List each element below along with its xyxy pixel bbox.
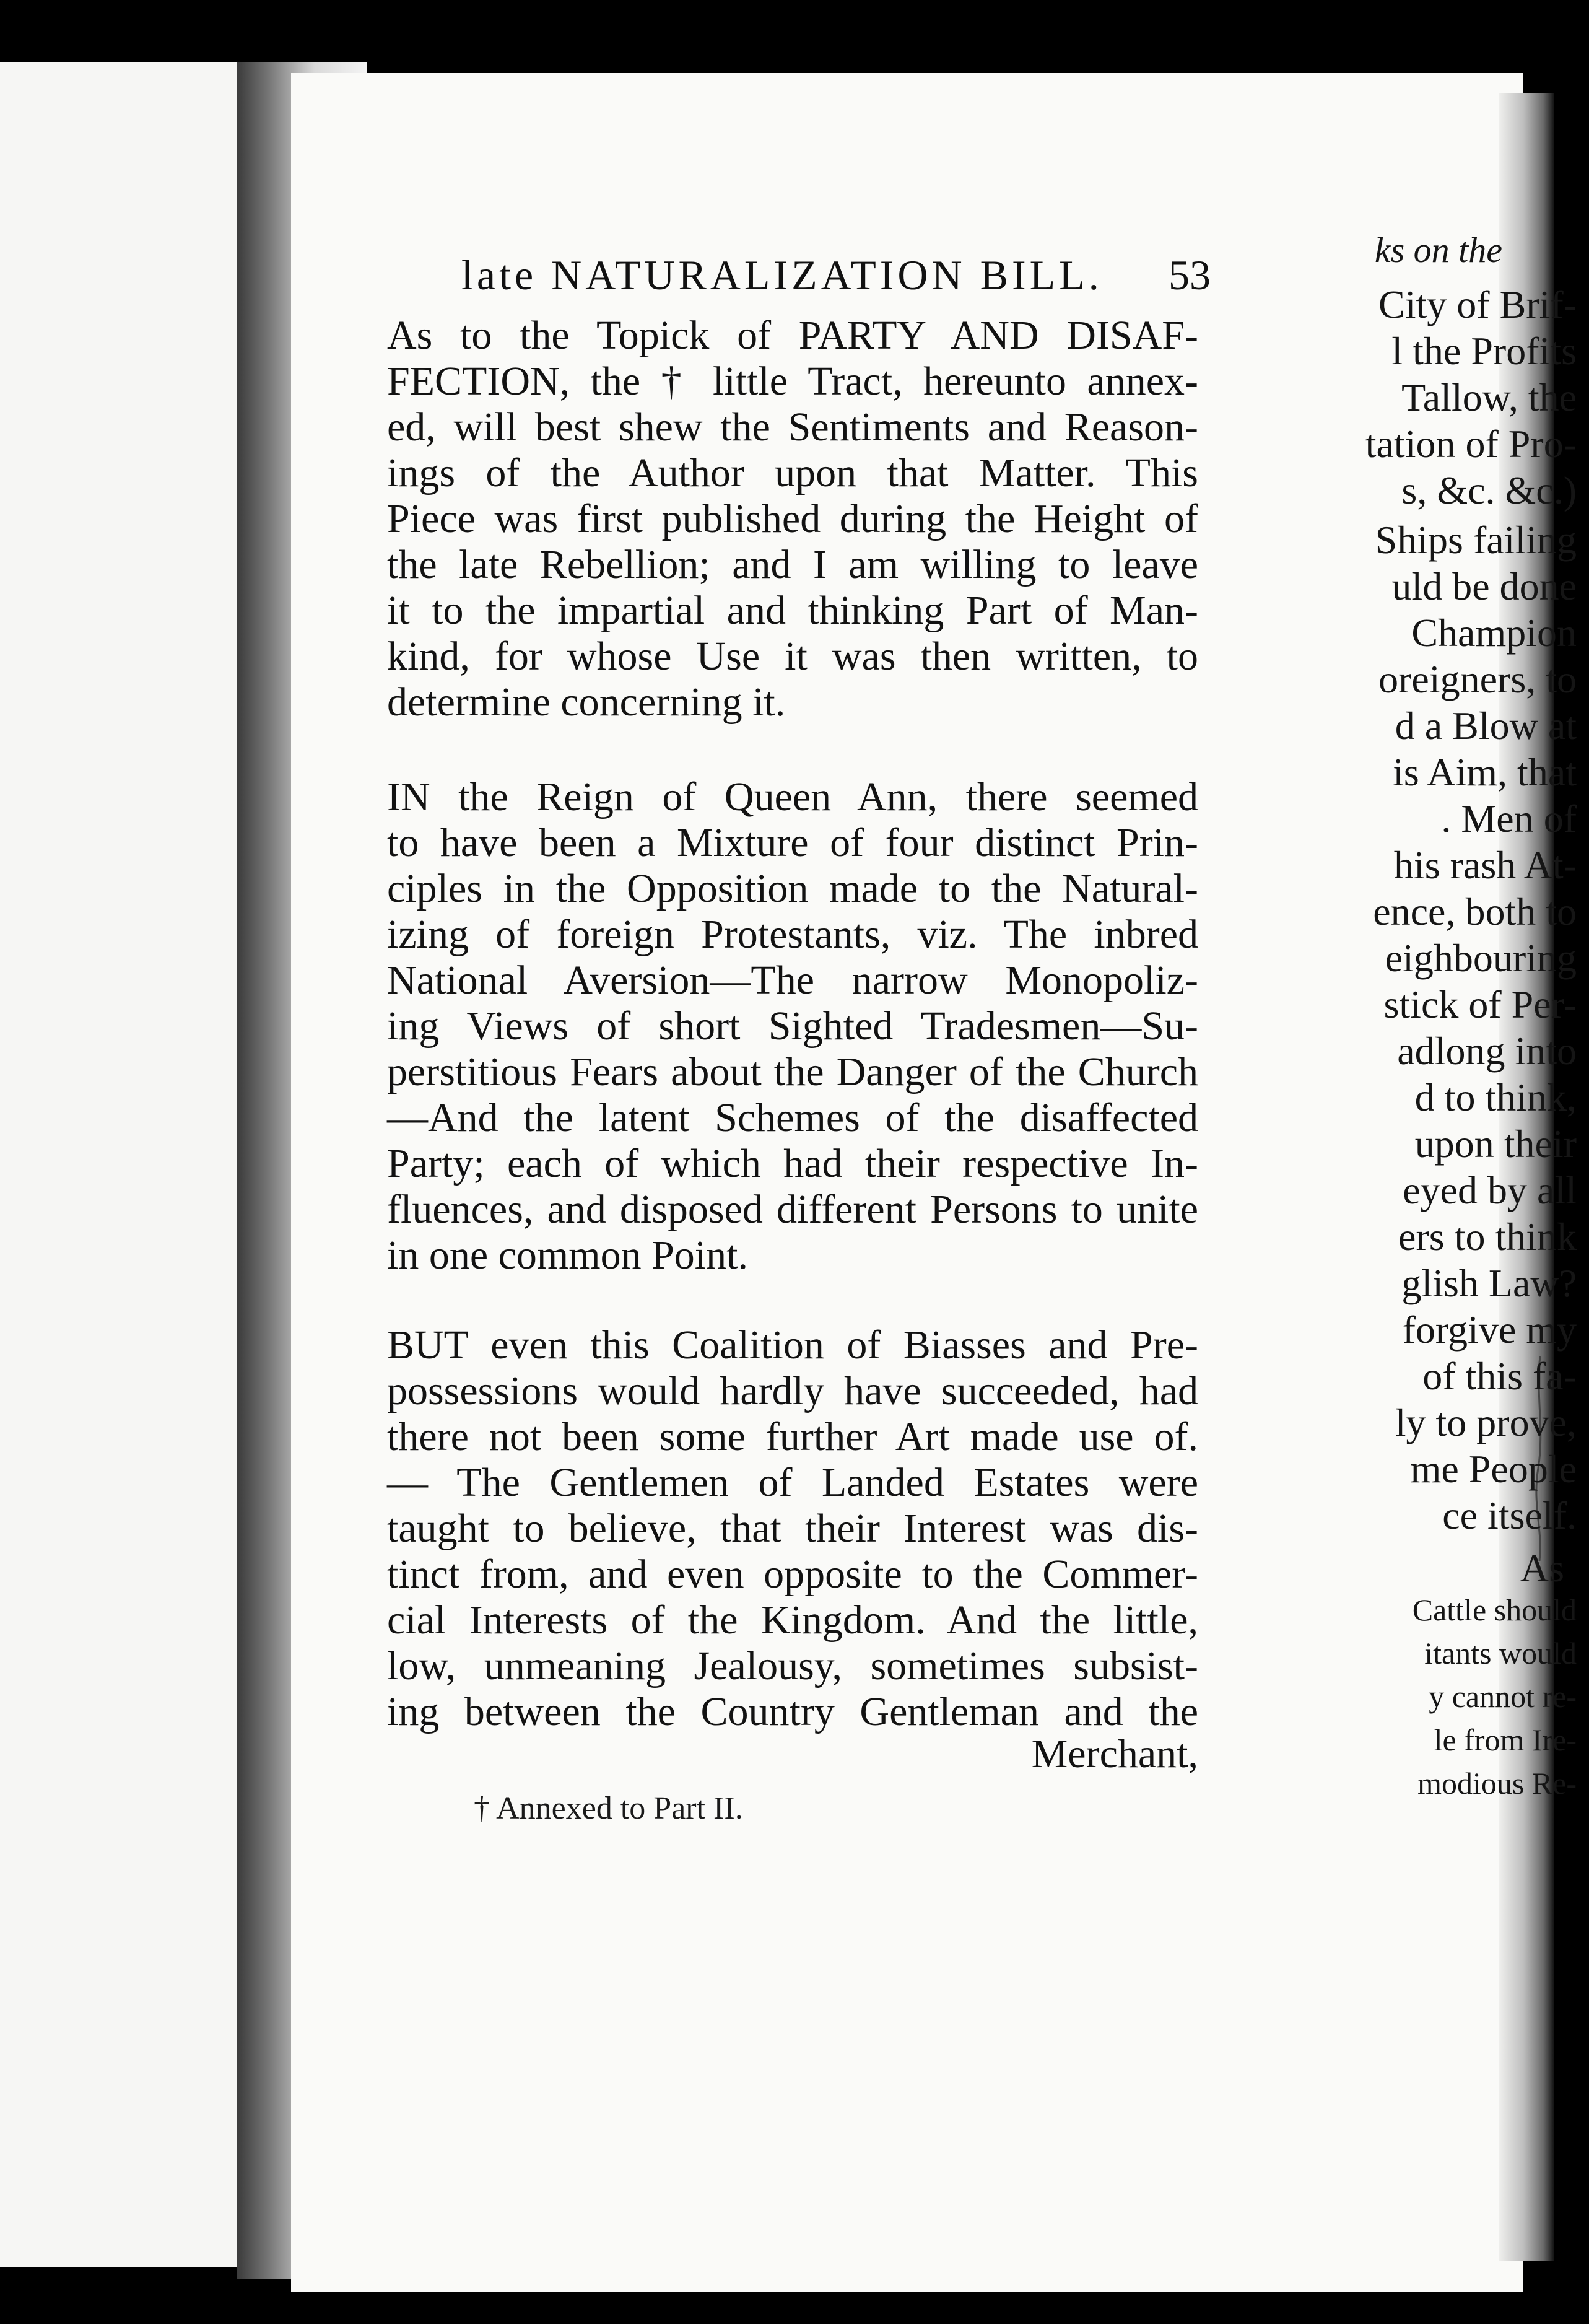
- left-page-line: itants would: [1424, 1636, 1577, 1671]
- text-line: low, unmeaning Jealousy, sometimes subsist-: [387, 1643, 1198, 1688]
- text-line: cial Interests of the Kingdom. And the little,: [387, 1597, 1198, 1643]
- text-line: BUT even this Coalition of Biasses and Pre-: [387, 1322, 1198, 1368]
- left-page-line: Champion: [1411, 611, 1577, 655]
- text-line: determine concerning it.: [387, 679, 786, 725]
- text-line: — The Gentlemen of Landed Estates were: [387, 1460, 1198, 1505]
- left-page-line: ce itself.: [1442, 1493, 1577, 1537]
- left-page-line: oreigners, to: [1378, 657, 1577, 701]
- text-line: FECTION, the † little Tract, hereunto annex-: [387, 359, 1198, 404]
- text-line: ciples in the Opposition made to the Natural-: [387, 866, 1198, 911]
- text-line: it to the impartial and thinking Part of Man-: [387, 588, 1198, 633]
- left-page-line: tation of Pro-: [1365, 422, 1577, 466]
- left-page-line: l the Profits: [1391, 329, 1577, 373]
- text-line: ing Views of short Sighted Tradesmen—Su-: [387, 1003, 1198, 1049]
- catchword: Merchant,: [1031, 1731, 1198, 1776]
- left-page-line: adlong into: [1397, 1029, 1577, 1073]
- left-page-line: ence, both to: [1373, 889, 1577, 933]
- text-line: —And the latent Schemes of the disaffected: [387, 1095, 1198, 1140]
- left-page-line: d to think,: [1414, 1075, 1577, 1119]
- text-line: ed, will best shew the Sentiments and Reason-: [387, 404, 1198, 450]
- left-page-line: . Men of: [1441, 797, 1577, 841]
- text-line: izing of foreign Protestants, viz. The inbred: [387, 912, 1198, 957]
- left-page-line: glish Law?: [1401, 1261, 1577, 1305]
- text-line: National Aversion—The narrow Monopoliz-: [387, 958, 1198, 1003]
- left-page-line: Ships failing: [1375, 518, 1577, 562]
- text-line: Party; each of which had their respective In-: [387, 1141, 1198, 1186]
- text-line: taught to believe, that their Interest was dis-: [387, 1506, 1198, 1551]
- left-page-line: his rash At-: [1393, 843, 1577, 887]
- left-page-line: y cannot re-: [1429, 1679, 1577, 1714]
- text-line: to have been a Mixture of four distinct Prin-: [387, 820, 1198, 865]
- text-line: perstitious Fears about the Danger of the Church: [387, 1049, 1198, 1094]
- text-line: in one common Point.: [387, 1233, 748, 1278]
- left-page-line: ers to think: [1398, 1215, 1577, 1259]
- left-page-line: uld be done: [1391, 564, 1577, 608]
- left-page-line: me People: [1410, 1447, 1577, 1491]
- left-page: [0, 62, 237, 2267]
- left-page-line: eighbouring: [1385, 936, 1577, 980]
- page-number: 53: [1169, 251, 1211, 299]
- left-page-line: s, &c. &c.): [1401, 468, 1577, 512]
- left-page-line: le from Ire-: [1434, 1723, 1577, 1757]
- left-page-line: d a Blow at: [1395, 704, 1577, 748]
- left-page-line: of this fa-: [1422, 1354, 1577, 1398]
- left-page-line: is Aim, that: [1393, 750, 1577, 794]
- text-line: possessions would hardly have succeeded, had: [387, 1368, 1198, 1413]
- text-line: the late Rebellion; and I am willing to leave: [387, 542, 1198, 587]
- text-line: IN the Reign of Queen Ann, there seemed: [387, 774, 1198, 819]
- left-page-line: Tallow, the: [1401, 375, 1577, 419]
- left-page-line: upon their: [1414, 1122, 1577, 1166]
- text-line: ings of the Author upon that Matter. This: [387, 450, 1198, 496]
- text-line: there not been some further Art made use of.: [387, 1414, 1198, 1459]
- left-page-line: As: [1520, 1546, 1564, 1590]
- left-page-line: stick of Per-: [1383, 982, 1577, 1026]
- left-page-line: eyed by all: [1403, 1168, 1577, 1212]
- left-page-line: forgive my: [1402, 1308, 1577, 1352]
- left-page-line: ks on the: [1374, 230, 1502, 270]
- text-line: As to the Topick of PARTY AND DISAF-: [387, 313, 1198, 358]
- running-title: late NATURALIZATION BILL.: [461, 251, 1103, 299]
- text-line: fluences, and disposed different Persons to unite: [387, 1187, 1198, 1232]
- footnote: † Annexed to Part II.: [474, 1791, 743, 1826]
- left-page-line: ly to prove,: [1395, 1400, 1577, 1444]
- text-line: kind, for whose Use it was then written, to: [387, 634, 1198, 679]
- text-line: tinct from, and even opposite to the Commer-: [387, 1552, 1198, 1597]
- text-line: ing between the Country Gentleman and the: [387, 1689, 1198, 1734]
- text-line: Piece was first published during the Height of: [387, 496, 1198, 541]
- left-page-line: City of Brif-: [1378, 282, 1577, 326]
- left-page-line: Cattle should: [1412, 1592, 1577, 1627]
- left-page-line: modious Re-: [1417, 1766, 1577, 1801]
- running-header: [461, 251, 1211, 307]
